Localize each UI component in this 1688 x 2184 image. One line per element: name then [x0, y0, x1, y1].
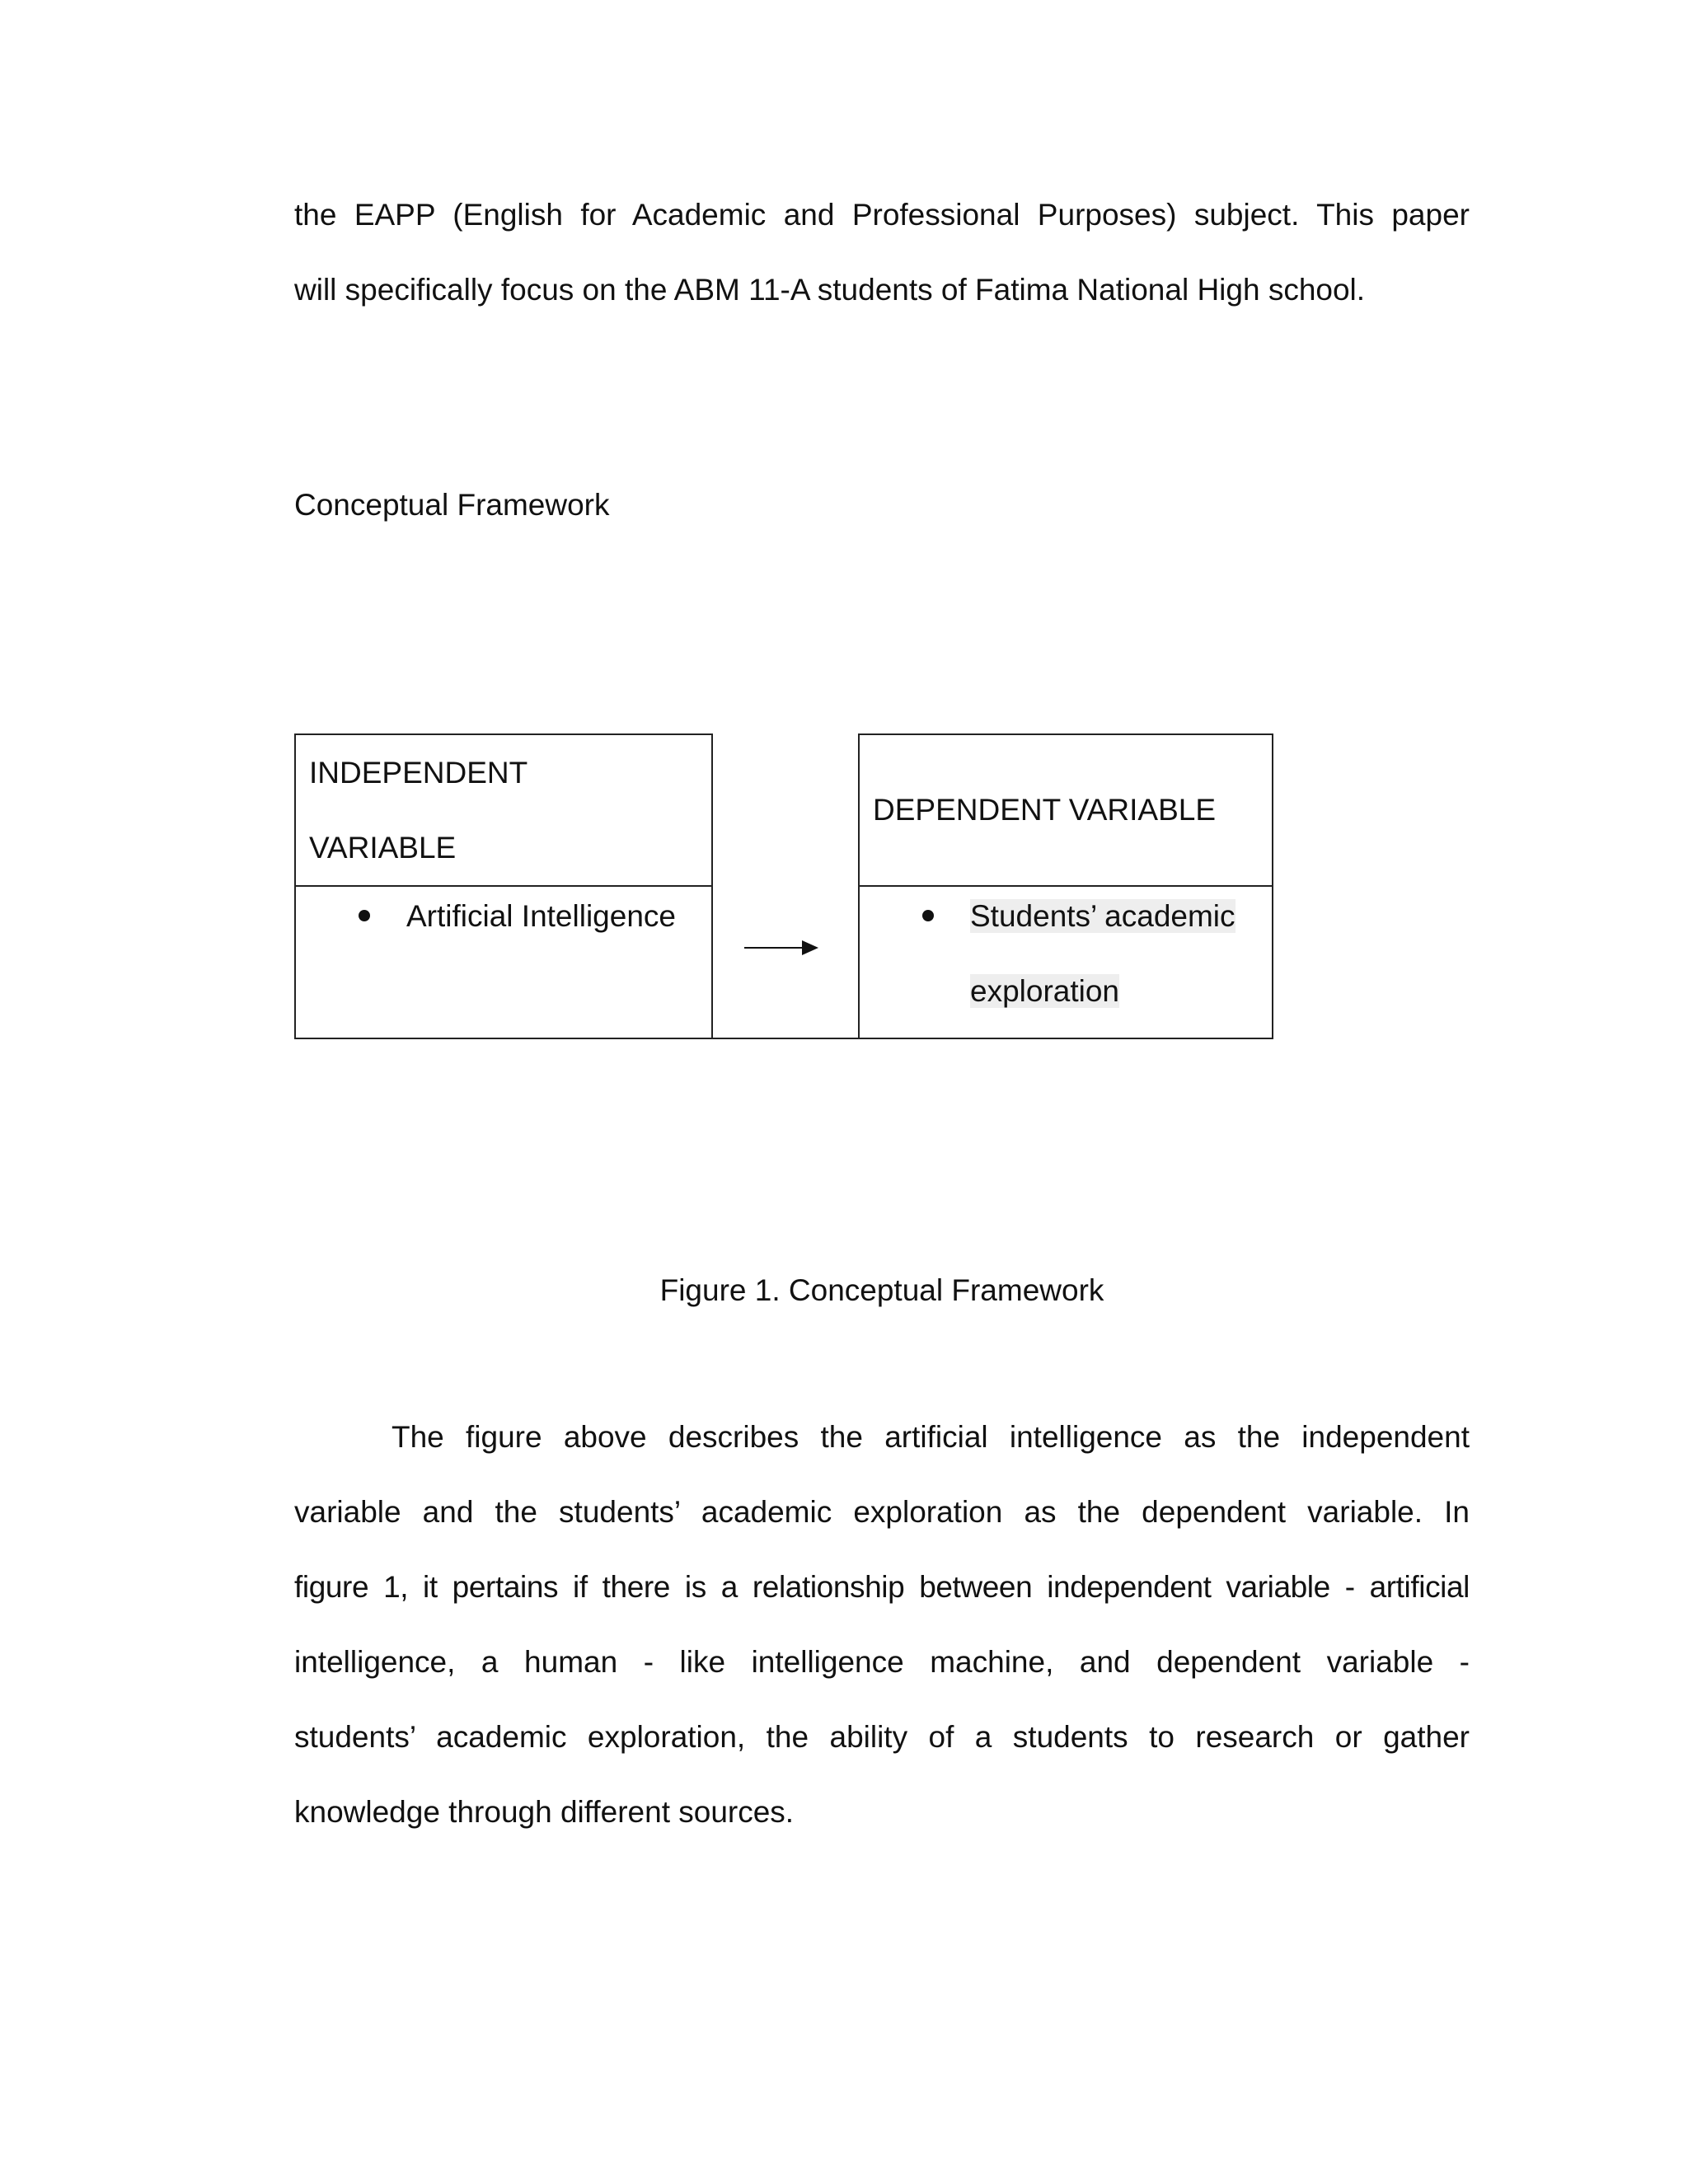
connector-line: [711, 1038, 860, 1039]
independent-variable-box: [294, 733, 713, 1039]
description-line: students’ academic exploration, the ability of a students to research or gather: [294, 1720, 1470, 1754]
intro-paragraph: [294, 177, 1470, 327]
independent-variable-body: [296, 887, 711, 1038]
independent-variable-header: [296, 735, 711, 887]
intro-line: will specifically focus on the ABM 11-A students of Fatima National High school.: [294, 273, 1366, 307]
dependent-variable-header: [860, 735, 1272, 887]
description-paragraph: [294, 1399, 1470, 1849]
dependent-variable-item: [970, 879, 1267, 1029]
description-line: variable and the students’ academic exploration as the dependent variable. In: [294, 1495, 1470, 1529]
dependent-item-line: Students’ academic: [970, 899, 1236, 933]
description-line: intelligence, a human - like intelligence machine, and dependent variable -: [294, 1645, 1470, 1679]
independent-variable-title: [309, 735, 701, 885]
bullet-icon: [359, 910, 370, 921]
figure-caption: Figure 1. Conceptual Framework: [659, 1273, 1104, 1307]
dependent-variable-body: [860, 887, 1272, 1038]
independent-title-line: VARIABLE: [309, 831, 457, 865]
right-arrow-icon: [744, 938, 818, 958]
description-line: [294, 1399, 1470, 1474]
dependent-item-line: exploration: [970, 974, 1120, 1008]
intro-line: the EAPP (English for Academic and Professional Purposes) subject. This paper: [294, 198, 1470, 232]
bullet-icon: [922, 910, 934, 921]
section-heading: Conceptual Framework: [294, 488, 610, 522]
dependent-variable-title: DEPENDENT VARIABLE: [873, 793, 1217, 827]
description-line-text: The figure above describes the artificial intelligence as the independent: [392, 1420, 1470, 1454]
description-line: knowledge through different sources.: [294, 1795, 795, 1829]
description-line: figure 1, it pertains if there is a relationship between independent variable - artificial: [294, 1570, 1470, 1604]
independent-title-line: INDEPENDENT: [309, 756, 528, 790]
independent-variable-item: Artificial Intelligence: [406, 899, 676, 933]
dependent-variable-box: [858, 733, 1273, 1039]
